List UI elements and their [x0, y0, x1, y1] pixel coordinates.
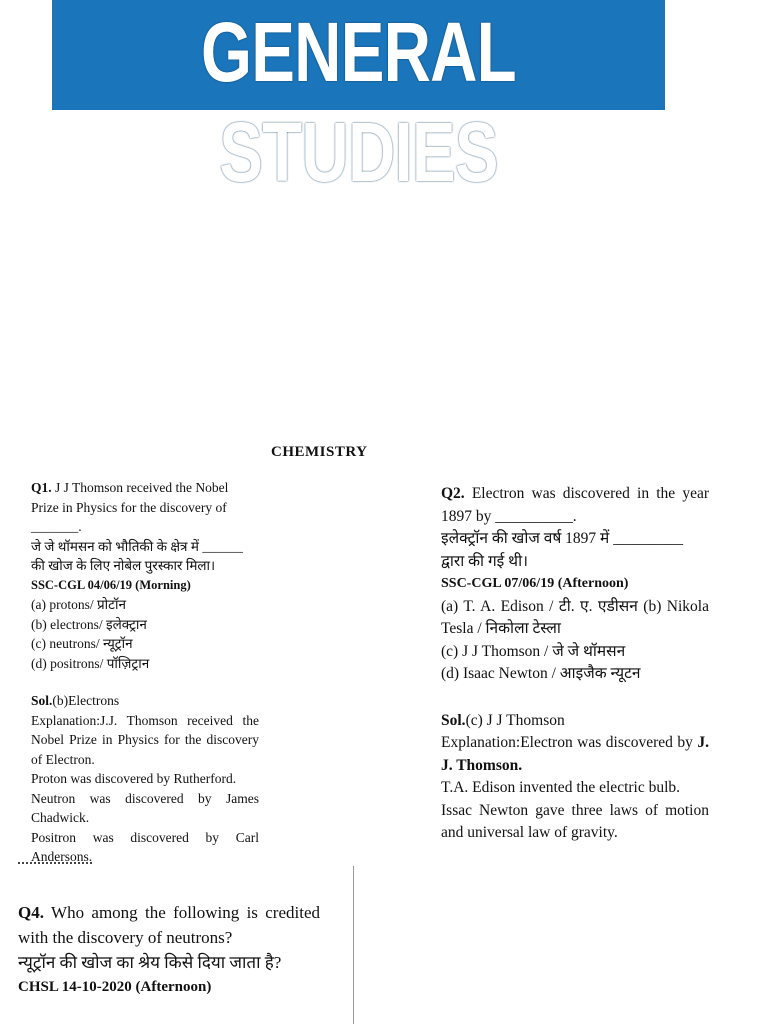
cropped-text-fragment [18, 862, 92, 867]
q4-text-hi: न्यूट्रॉन की खोज का श्रेय किसे दिया जाता है? [18, 953, 282, 972]
q2-solution-label: Sol. [441, 711, 466, 729]
q2-option-ab: (a) T. A. Edison / टी. ए. एडीसन (b) Nikola Tesla / निकोला टेस्ला [441, 597, 709, 637]
q2-note-2: Issac Newton gave three laws of motion and universal law of gravity. [441, 801, 709, 841]
q1-option-d: (d) positrons/ पॉज़िट्रान [31, 655, 150, 671]
q1-explanation: Explanation:J.J. Thomson received the Nobel Prize in Physics for the discovery of Electron. [31, 712, 259, 767]
q2-explanation-bold: J. J. Thomson. [441, 734, 709, 774]
q1-source: SSC-CGL 04/06/19 (Morning) [31, 577, 191, 592]
q4-text-en: Who among the following is credited with the discovery of neutrons? [18, 903, 320, 947]
q1-label: Q1. [31, 480, 52, 495]
column-divider [353, 866, 354, 1024]
section-heading: CHEMISTRY [271, 444, 368, 460]
q1-note-1: Proton was discovered by Rutherford. [31, 771, 237, 786]
q1-option-c: (c) neutrons/ न्यूट्रॉन [31, 636, 133, 651]
q1-solution-answer: (b)Electrons [52, 693, 120, 708]
q2-solution-answer: (c) J J Thomson [465, 711, 565, 729]
q2-option-c: (c) J J Thomson / जे जे थॉमसन [441, 642, 626, 660]
q4-source: CHSL 14-10-2020 (Afternoon) [18, 979, 212, 995]
question-2 [441, 483, 709, 845]
q2-text-en: Electron was discovered in the year 1897 by __________. [441, 485, 709, 525]
q1-option-b: (b) electrons/ इलेक्ट्रान [31, 616, 147, 632]
q1-option-a: (a) protons/ प्रोटॉन [31, 597, 126, 612]
q1-note-3: Positron was discovered by Carl Andersons. [31, 829, 259, 864]
q1-note-2: Neutron was discovered by James Chadwick. [31, 790, 259, 825]
q2-note-1: T.A. Edison invented the electric bulb. [441, 779, 681, 796]
q2-text-hi: इलेक्ट्रॉन की खोज वर्ष 1897 में _________ द्वारा की गई थी। [441, 530, 683, 570]
q1-text-en: J J Thomson received the Nobel Prize in Physics for the discovery of _______. [31, 480, 229, 534]
q1-solution-label: Sol. [31, 693, 53, 708]
header-banner [52, 0, 665, 199]
q2-source: SSC-CGL 07/06/19 (Afternoon) [441, 576, 629, 591]
q4-label: Q4. [18, 903, 44, 922]
banner-title: GENERAL STUDIES [201, 5, 516, 199]
q2-explanation: Explanation:Electron was discovered by [441, 734, 698, 751]
q2-option-d: (d) Isaac Newton / आइजैक न्यूटन [441, 665, 641, 682]
question-4 [18, 900, 320, 1000]
q1-text-hi: जे जे थॉमसन को भौतिकी के क्षेत्र में ______ की खोज के लिए नोबेल पुरस्कार मिला। [31, 538, 243, 573]
question-1 [31, 478, 259, 867]
q2-label: Q2. [441, 485, 465, 502]
